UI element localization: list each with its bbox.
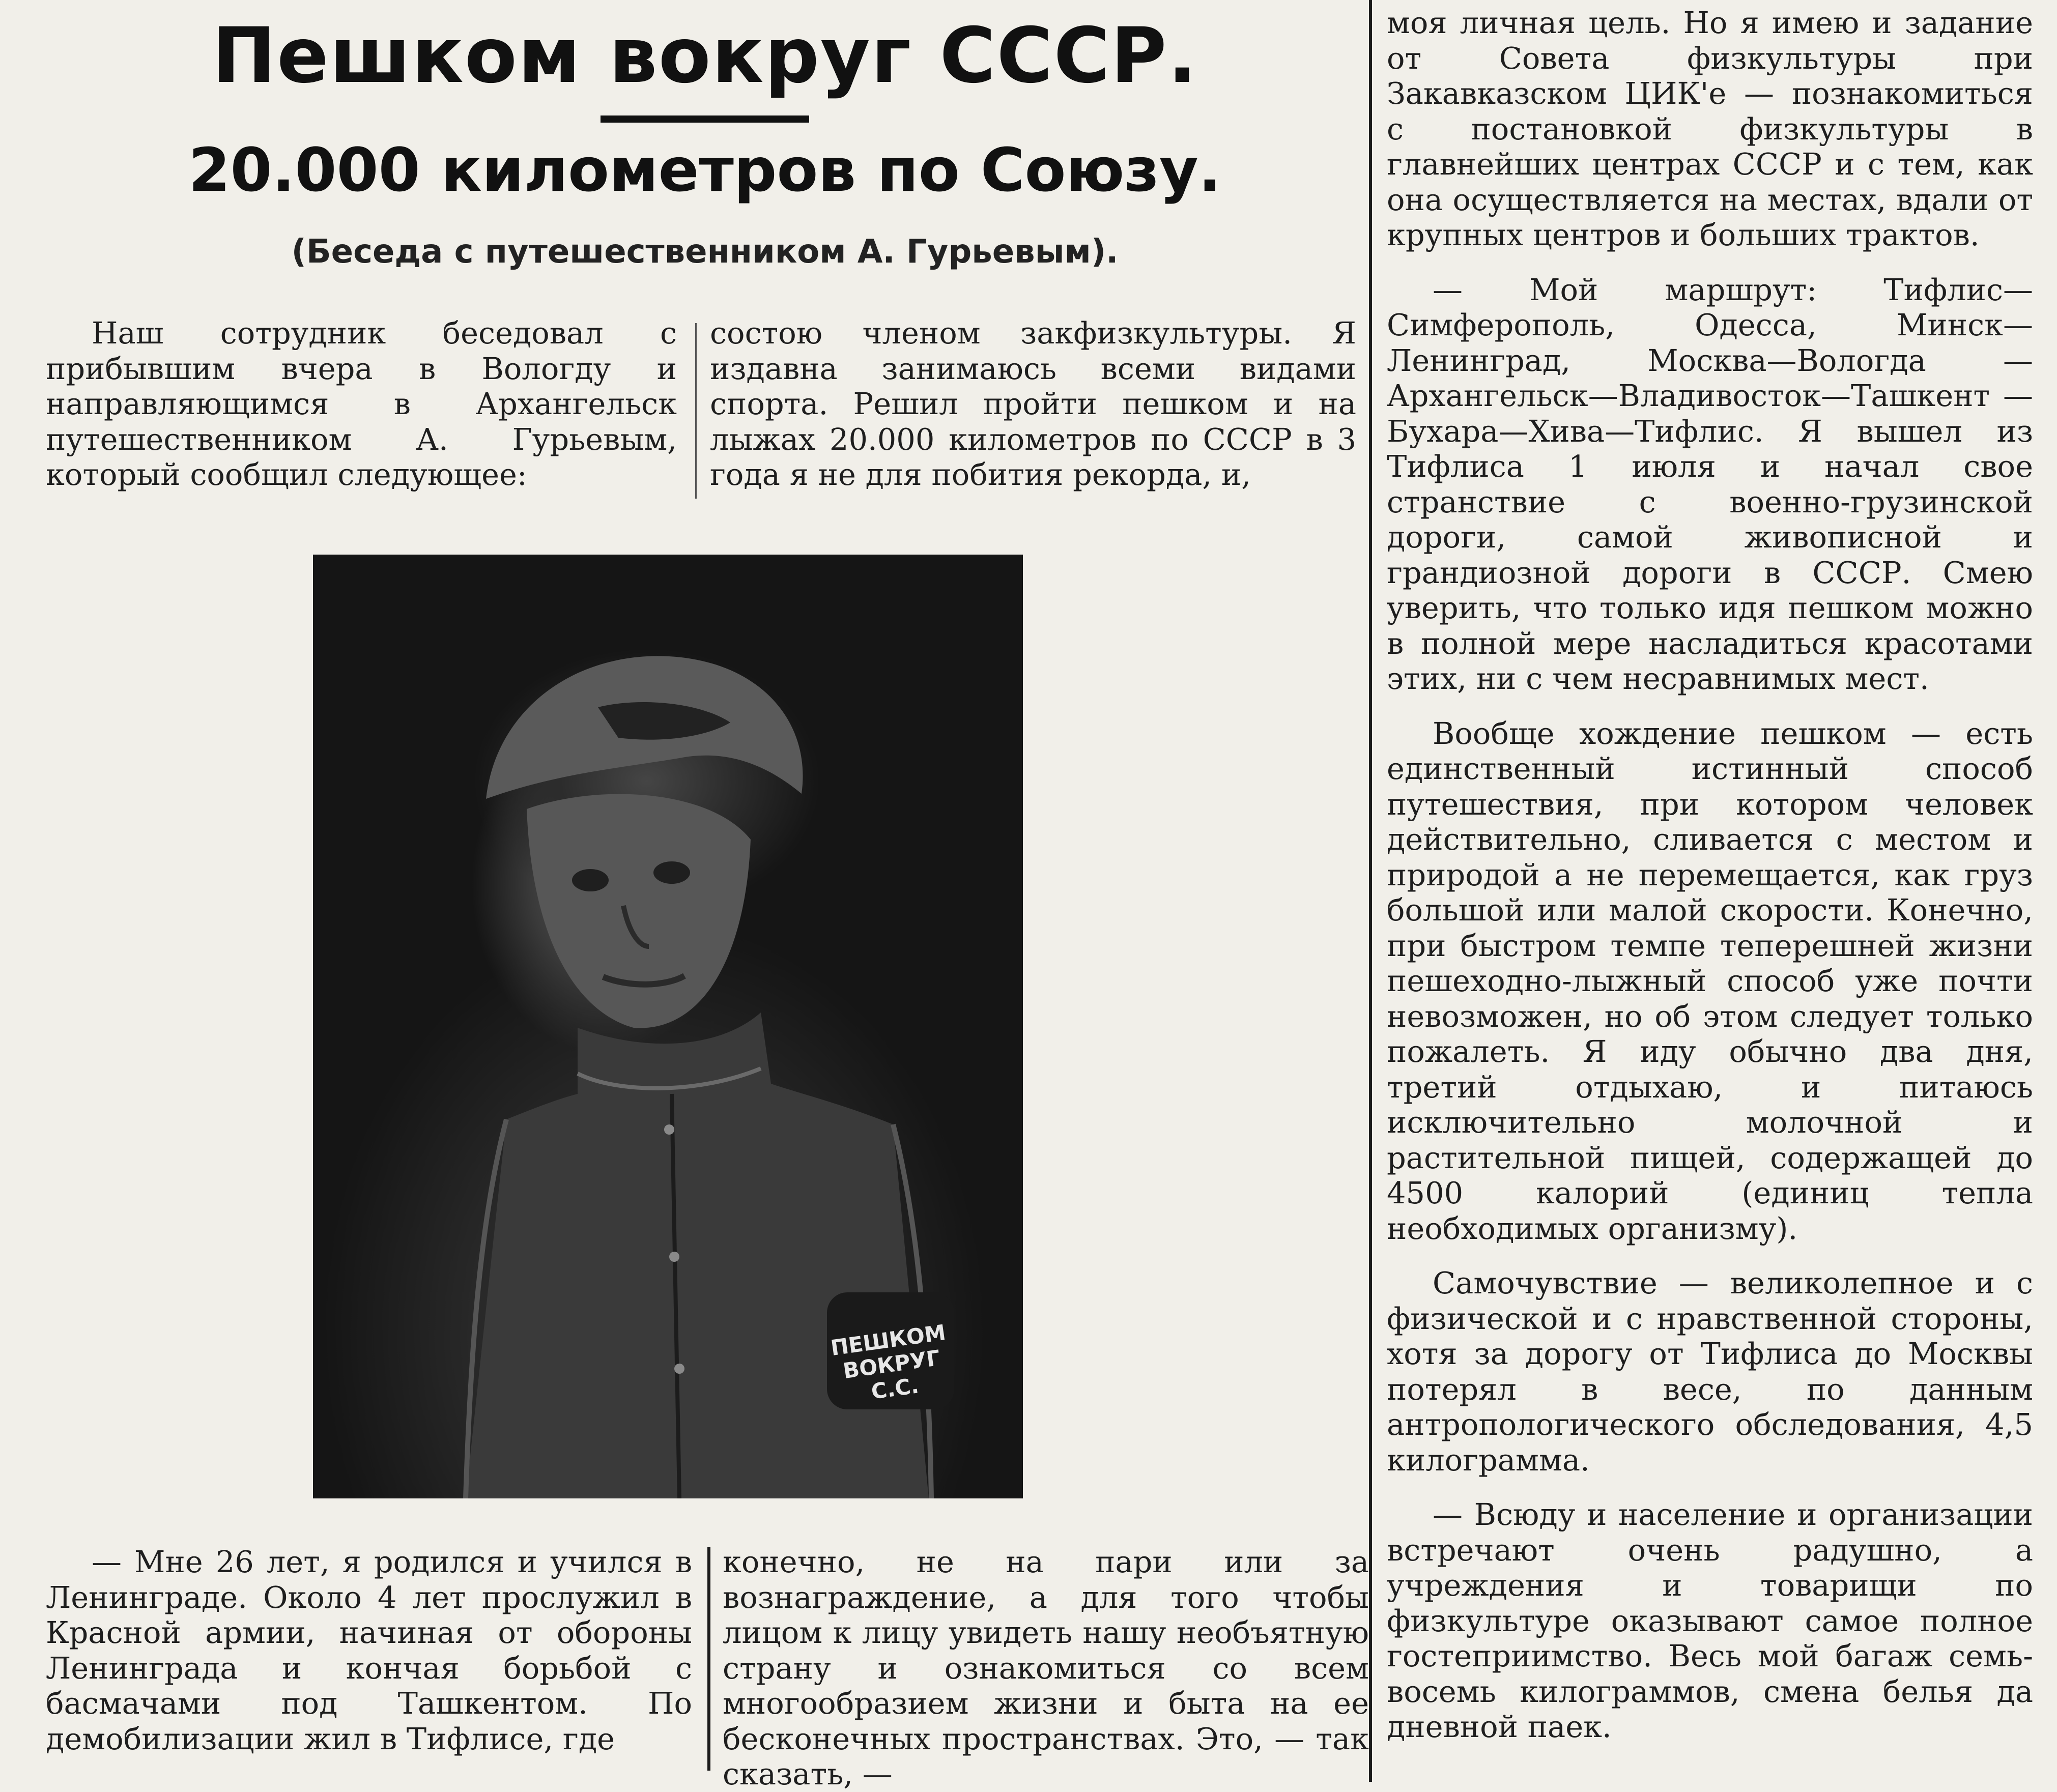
main-column-divider xyxy=(1369,0,1372,1782)
armband-text: ПЕШКОМ ВОКРУГ С.С. xyxy=(829,1319,948,1404)
intro-paragraph xyxy=(46,315,677,493)
portrait-photo xyxy=(313,555,1023,1498)
intro-right-paragraph xyxy=(710,315,1356,493)
article-byline: (Беседа с путешественником А. Гурьевым). xyxy=(291,233,1119,271)
article-title: Пешком вокруг СССР. xyxy=(212,12,1198,100)
right-col-paragraph-2: — Мой маршрут: Тифлис—Симферополь, Одесса, Минск—Ленинград, Москва—Вологда — Архангельск—Владивосток—Ташкент — Бухара—Хива—Тифлис. Я вышел из Тифлиса 1 июля и начал свое странствие с военно-грузинской дороги, самой живописной и грандиозной дороги в СССР. Смею уверить, что только идя пешком можно в полной мере насладиться красотами этих, ни с чем несравнимых мест. xyxy=(1387,272,2033,696)
title-rule xyxy=(601,115,809,123)
right-col-paragraph-3: Вообще хождение пешком — есть единственный истинный способ путешествия, при котором человек действительно, сливается с местом и природой а не перемещается, как груз большой или малой скорости. Конечно, при быстром темпе теперешней жизни пешеходно-лыжный способ уже почти невозможен, но об этом следует только пожалеть. Я иду обычно два дня, третий отдыхаю, и питаюсь исключительно молочной и растительной пищей, содержащей до 4500 калорий (единиц тепла необходимых организму). xyxy=(1387,715,2033,1246)
right-col-paragraph-4: Самочувствие — великолепное и с физической и с нравственной стороны, хотя за дорогу от Тифлиса до Москвы потерял в весе, по данным антропологического обследования, 4,5 килограмма. xyxy=(1387,1265,2033,1478)
right-col-paragraph-5: — Всюду и население и организации встречают очень радушно, а учреждения и товарищи по физкультуре оказывают самое полное гостеприимство. Весь мой багаж семь-восемь килограммов, смена белья да дневной паек. xyxy=(1387,1497,2033,1744)
right-column xyxy=(1387,5,2033,1745)
headline-block xyxy=(76,0,1333,295)
bottom-left-paragraph xyxy=(46,1544,692,1756)
bottom-right-text: конечно, не на пари или за вознаграждение, а для того чтобы лицом к лицу увидеть нашу необъятную страну и ознакомиться со всем многообразием жизни и быта на ее бесконечных пространствах. Это, — так сказать, — xyxy=(723,1544,1369,1791)
bottom-right-paragraph xyxy=(723,1544,1369,1792)
column-divider xyxy=(695,323,697,499)
column-divider xyxy=(707,1547,710,1771)
intro-text: Наш сотрудник беседовал с прибывшим вчера в Вологду и направляющимся в Архангельск путешественником А. Гурьевым, который сообщил следующее: xyxy=(46,315,677,492)
right-col-paragraph-1: моя личная цель. Но я имею и задание от Совета физкультуры при Закавказском ЦИК'е — познакомиться с постановкой физкультуры в главнейших центрах СССР и с тем, как она осуществляется на местах, вдали от крупных центров и больших трактов. xyxy=(1387,5,2033,252)
bottom-left-text: — Мне 26 лет, я родился и учился в Ленинграде. Около 4 лет прослужил в Красной армии, начиная от обороны Ленинграда и кончая борьбой с басмачами под Ташкентом. По демобилизации жил в Тифлисе, где xyxy=(46,1544,692,1756)
intro-right-text: состою членом закфизкультуры. Я издавна занимаюсь всеми видами спорта. Решил пройти пешком и на лыжах 20.000 километров по СССР в 3 года я не для побития рекорда, и, xyxy=(710,315,1356,492)
article-subtitle: 20.000 километров по Союзу. xyxy=(188,135,1221,205)
